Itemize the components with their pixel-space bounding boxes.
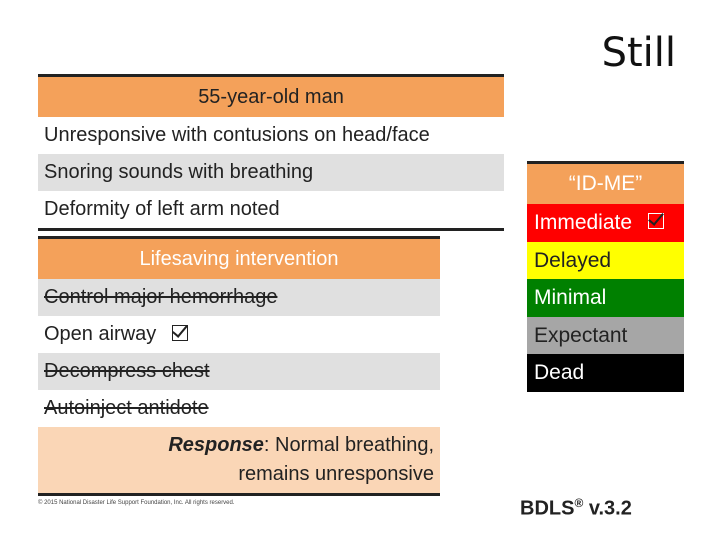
intervention-table xyxy=(38,236,440,496)
triage-row-dead xyxy=(527,354,684,392)
triage-label: Delayed xyxy=(534,248,612,272)
checkbox-checked-icon xyxy=(172,325,188,341)
triage-row-expectant xyxy=(527,317,684,355)
intervention-row xyxy=(38,390,440,427)
triage-legend xyxy=(527,161,684,392)
response-box xyxy=(38,427,440,493)
intervention-label: Autoinject antidote xyxy=(44,397,209,419)
triage-row-immediate xyxy=(527,204,684,242)
registered-mark: ® xyxy=(574,496,584,510)
response-label: Response xyxy=(168,434,264,456)
triage-label: Dead xyxy=(534,361,585,384)
intervention-row xyxy=(38,353,440,390)
intervention-label: Open airway xyxy=(44,323,157,345)
triage-label: Immediate xyxy=(534,211,633,234)
triage-row-minimal xyxy=(527,279,684,317)
triage-label: Expectant xyxy=(534,323,628,347)
response-line-1 xyxy=(38,431,434,460)
case-header: 55-year-old man xyxy=(38,77,504,117)
triage-row-delayed xyxy=(527,242,684,280)
checkbox-checked-icon xyxy=(648,213,664,229)
response-text: : Normal breathing, xyxy=(263,434,434,456)
version-label xyxy=(520,496,632,521)
case-table xyxy=(38,74,504,231)
intervention-header: Lifesaving intervention xyxy=(38,239,440,279)
copyright-text: © 2015 National Disaster Life Support Foundation, Inc. All rights reserved. xyxy=(38,500,235,506)
finding-row: Snoring sounds with breathing xyxy=(38,154,504,191)
intervention-label: Control major hemorrhage xyxy=(44,286,278,308)
finding-row: Unresponsive with contusions on head/face xyxy=(38,117,504,154)
triage-label: Minimal xyxy=(534,286,607,309)
slide-title: Still xyxy=(601,30,676,76)
intervention-row xyxy=(38,279,440,316)
finding-row: Deformity of left arm noted xyxy=(38,191,504,228)
version-suffix: v.3.2 xyxy=(583,497,632,520)
response-line-2: remains unresponsive xyxy=(238,463,434,485)
triage-header: “ID-ME” xyxy=(527,164,684,204)
intervention-row xyxy=(38,316,440,353)
intervention-label: Decompress chest xyxy=(44,360,210,382)
version-prefix: BDLS xyxy=(520,497,575,520)
